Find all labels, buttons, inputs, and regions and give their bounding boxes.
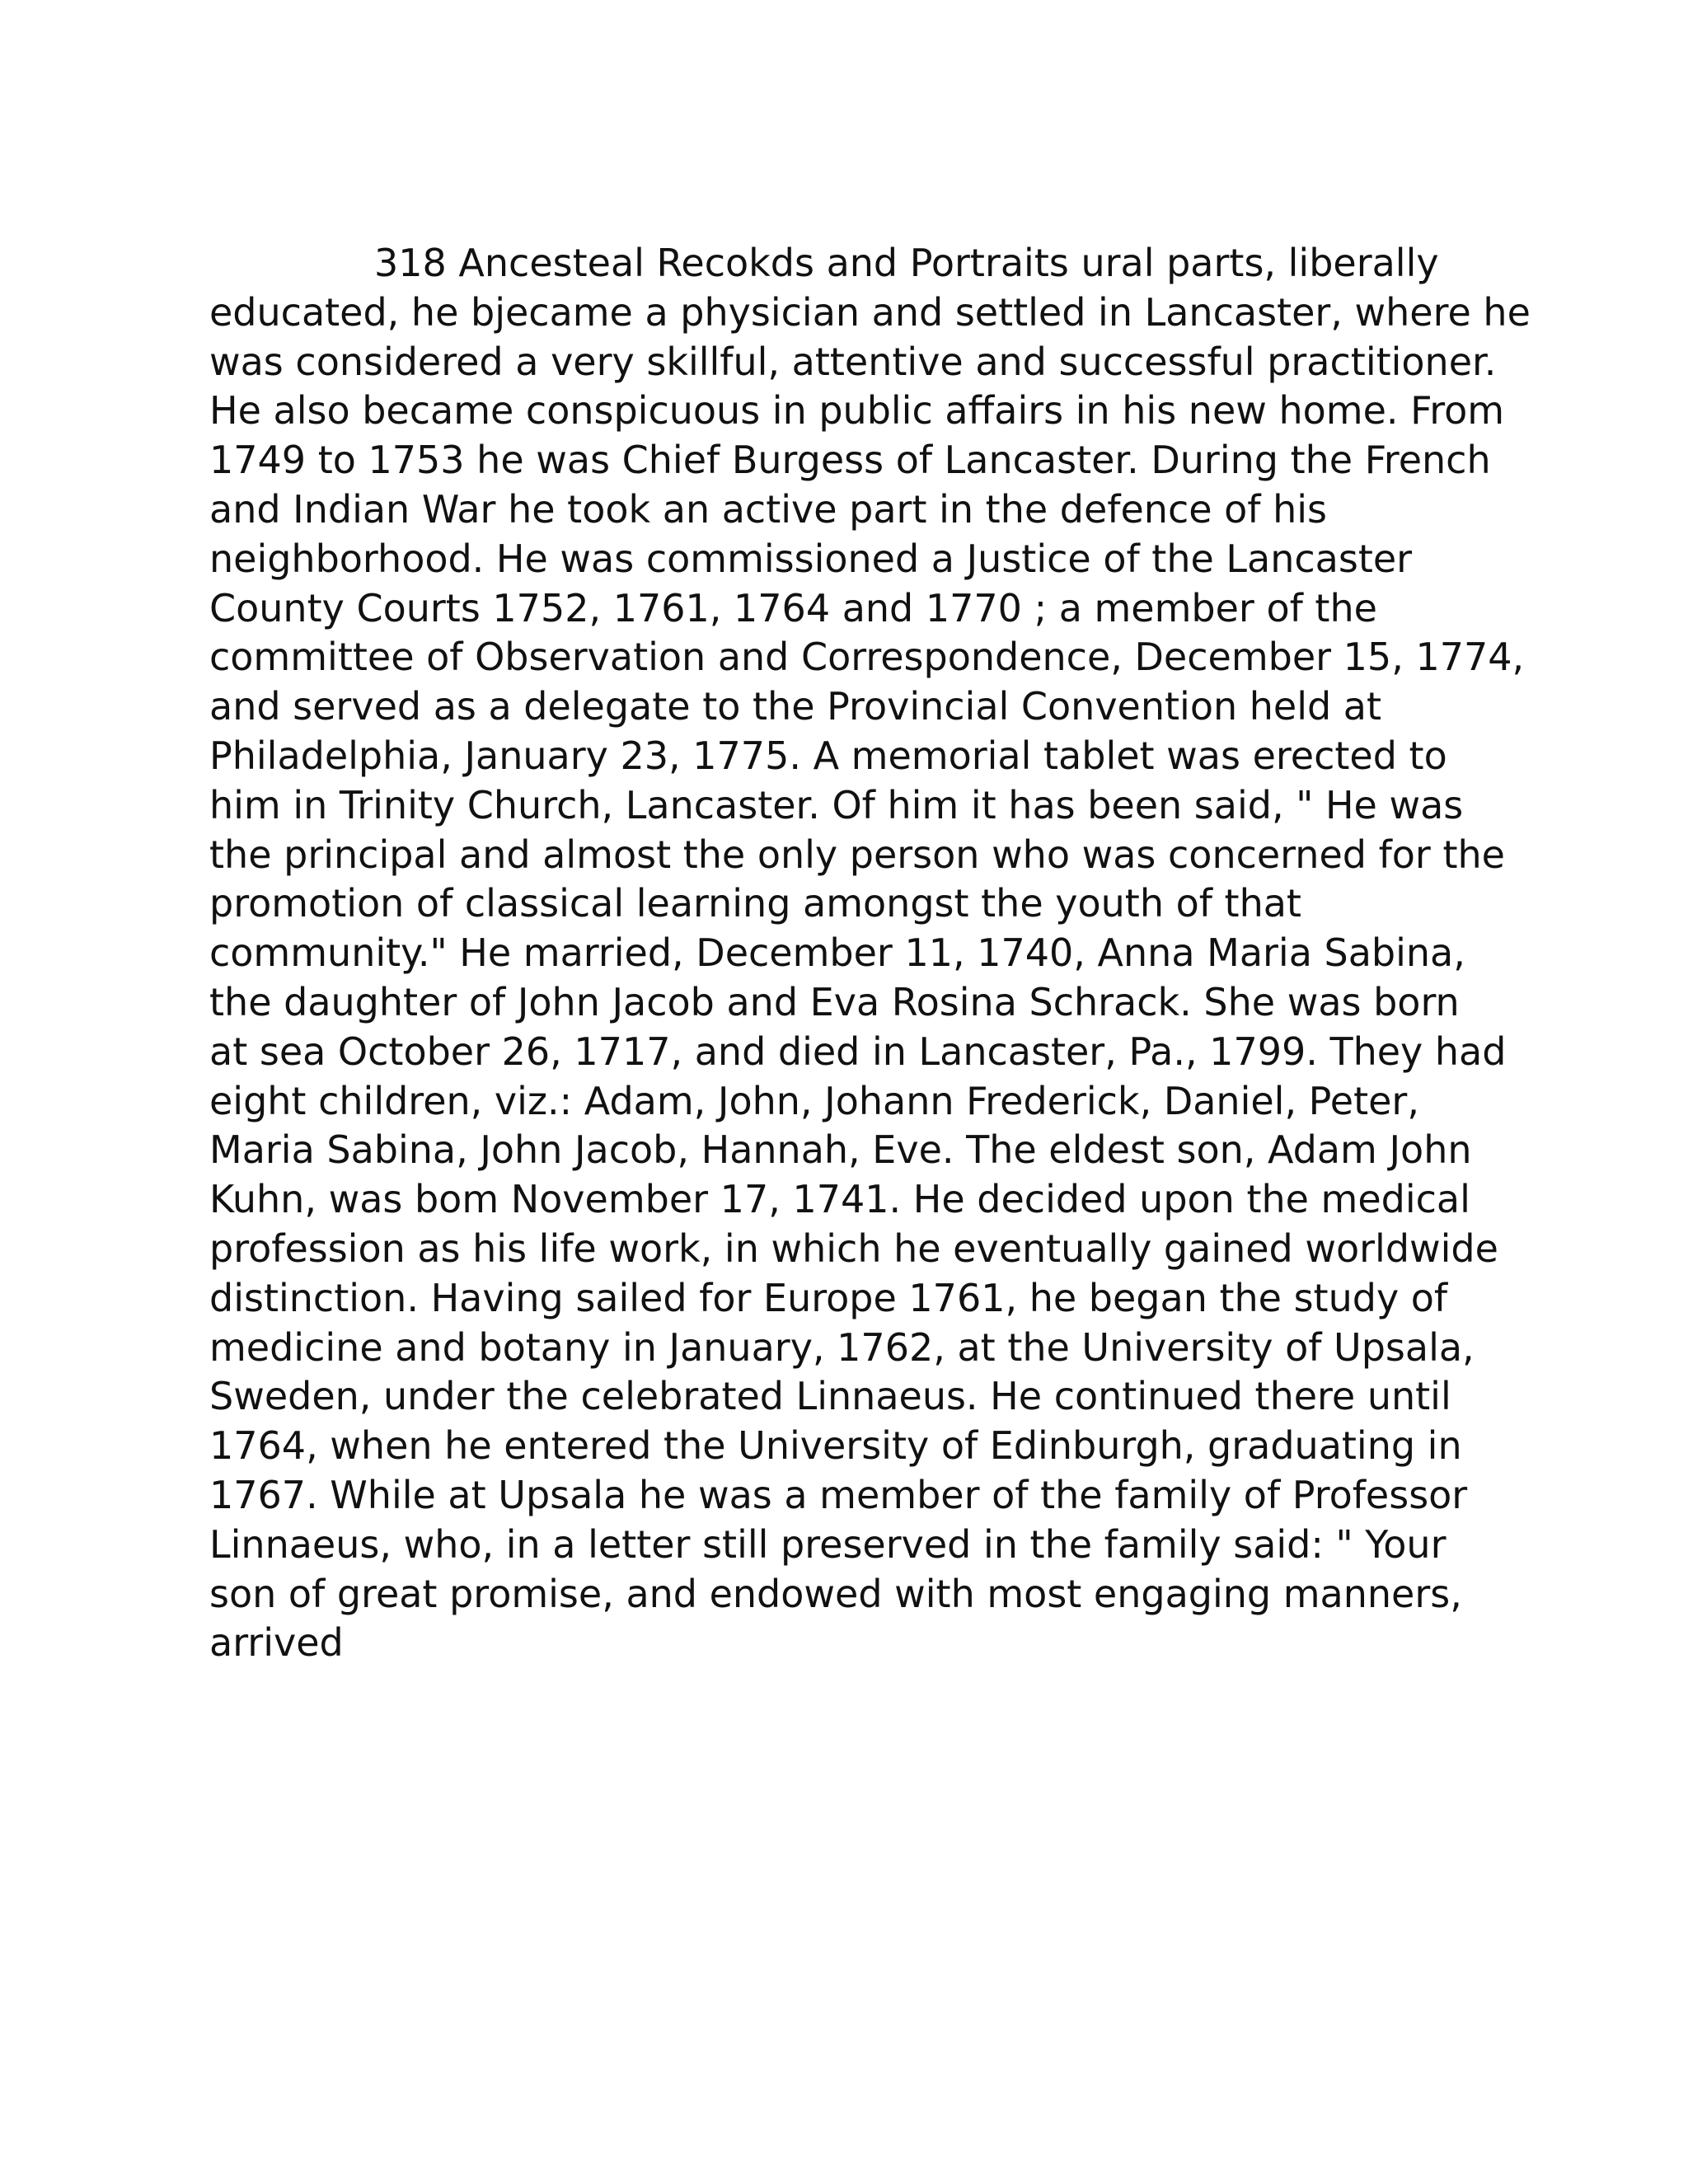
- text-line-11: Philadelphia, January 23, 1775. A memorial tablet was erected to: [209, 733, 1447, 778]
- text-line-10: and served as a delegate to the Provincial Convention held at: [209, 684, 1382, 729]
- text-line-24: Sweden, under the celebrated Linnaeus. He continued there until: [209, 1374, 1451, 1419]
- text-line-29: arrived: [209, 1620, 344, 1666]
- text-line-26: 1767. While at Upsala he was a member of the family of Professor: [209, 1472, 1468, 1517]
- text-line-3: was considered a very skillful, attentive and successful practitioner.: [209, 339, 1497, 384]
- text-line-6: and Indian War he took an active part in the defence of his: [209, 486, 1328, 532]
- text-line-23: medicine and botany in January, 1762, at the University of Upsala,: [209, 1324, 1475, 1370]
- text-line-5: 1749 to 1753 he was Chief Burgess of Lancaster. During the French: [209, 438, 1491, 483]
- text-line-2: educated, he bjecame a physician and settled in Lancaster, where he: [209, 289, 1531, 335]
- text-line-1: 318 Ancesteal Recokds and Portraits ural parts, liberally: [374, 241, 1439, 285]
- text-line-20: Kuhn, was bom November 17, 1741. He decided upon the medical: [209, 1177, 1470, 1222]
- text-line-8: County Courts 1752, 1761, 1764 and 1770 ; a member of the: [209, 585, 1377, 630]
- text-line-9: committee of Observation and Correspondence, December 15, 1774,: [209, 635, 1525, 680]
- text-line-21: profession as his life work, in which he eventually gained worldwide: [209, 1226, 1498, 1271]
- text-line-15: community." He married, December 11, 1740, Anna Maria Sabina,: [209, 930, 1465, 976]
- text-line-28: son of great promise, and endowed with most engaging manners,: [209, 1571, 1462, 1616]
- text-line-25: 1764, when he entered the University of Edinburgh, graduating in: [209, 1423, 1462, 1469]
- text-line-14: promotion of classical learning amongst the youth of that: [209, 881, 1301, 926]
- text-line-12: him in Trinity Church, Lancaster. Of him it has been said, " He was: [209, 782, 1464, 827]
- text-line-13: the principal and almost the only person who was concerned for the: [209, 832, 1505, 877]
- text-line-16: the daughter of John Jacob and Eva Rosina Schrack. She was born: [209, 979, 1460, 1024]
- text-line-7: neighborhood. He was commissioned a Justice of the Lancaster: [209, 536, 1413, 581]
- text-line-17: at sea October 26, 1717, and died in Lancaster, Pa., 1799. They had: [209, 1029, 1507, 1074]
- body-paragraph: [209, 239, 1531, 1668]
- text-line-27: Linnaeus, who, in a letter still preserved in the family said: " Your: [209, 1521, 1447, 1567]
- text-line-22: distinction. Having sailed for Europe 1761, he began the study of: [209, 1275, 1448, 1320]
- text-line-4: He also became conspicuous in public affairs in his new home. From: [209, 388, 1505, 434]
- text-line-18: eight children, viz.: Adam, John, Johann Frederick, Daniel, Peter,: [209, 1078, 1419, 1123]
- text-line-19: Maria Sabina, John Jacob, Hannah, Eve. The eldest son, Adam John: [209, 1127, 1472, 1173]
